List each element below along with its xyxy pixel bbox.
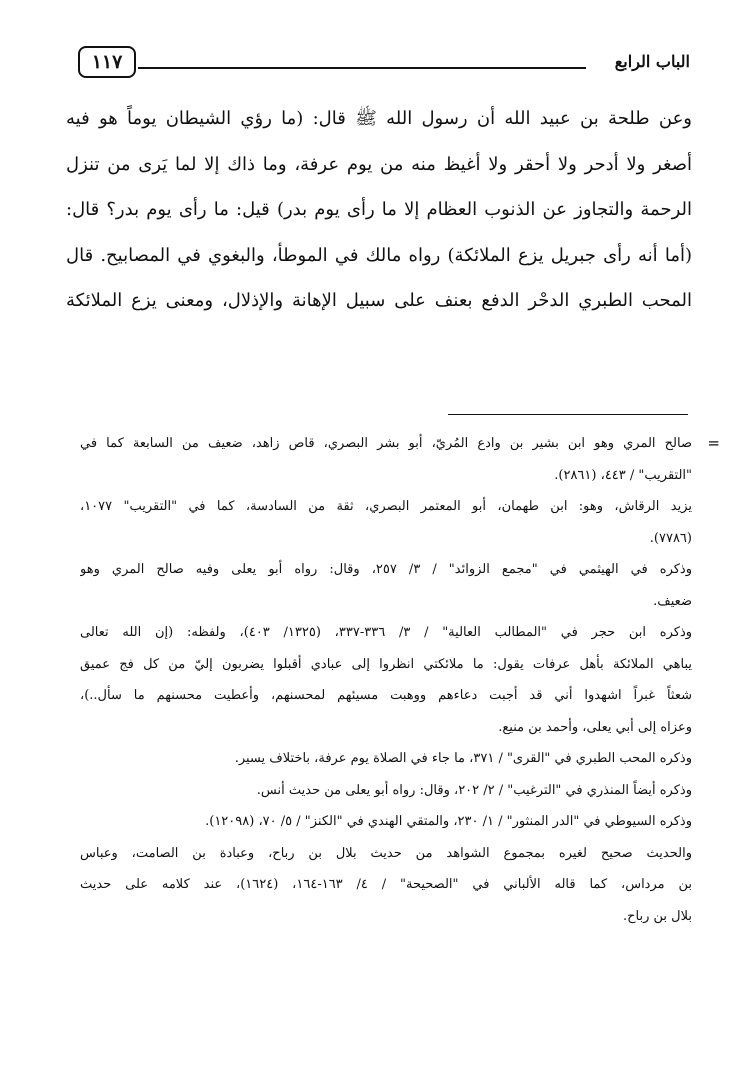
footnote-line: يباهي الملائكة بأهل عرفات يقول: ما ملائكتي انظروا إلى عبادي أقبلوا يضربون إليّ من كل فج عميق	[80, 656, 692, 672]
footnote-paragraph	[80, 491, 692, 554]
footnote-line: وذكره في الهيثمي في "مجمع الزوائد" / ٣/ ٢٥٧، وقال: رواه أبو يعلى وفيه صالح المري وهو	[80, 562, 692, 577]
footnote-continuation-mark: =	[707, 434, 720, 452]
footnote-line: والحديث صحيح لغيره بمجموع الشواهد من حديث بلال بن رباح، وعبادة بن الصامت، وعباس	[80, 845, 692, 861]
footnote-paragraph	[80, 617, 692, 743]
footnotes	[80, 428, 720, 932]
footnote-paragraph	[80, 838, 692, 933]
footnote-paragraph	[80, 554, 692, 617]
page-header	[78, 40, 690, 84]
footnote-line: ضعيف.	[653, 593, 692, 609]
footnote-line: وذكره أيضاً المنذري في "الترغيب" / ٢/ ٢٠٢، وقال: رواه أبو يعلى من حديث أنس.	[256, 782, 692, 798]
footnote-separator	[448, 414, 688, 415]
footnote-paragraph	[80, 428, 720, 491]
footnote-line: (٧٧٨٦).	[649, 530, 692, 546]
footnote-line: شعثاً غبراً اشهدوا أني قد أجبت دعاءهم ووهبت مسيئهم لمحسنهم، وأعطيت محسنهم ما سأل..)،	[80, 688, 692, 703]
footnote-paragraph	[80, 743, 692, 775]
footnote-line: بن مرداس، كما قاله الألباني في "الصحيحة" / ٤/ ١٦٣-١٦٤، (١٦٢٤)، عند كلامه على حديث	[80, 877, 692, 892]
footnote-line: وذكره السيوطي في "الدر المنثور" / ١/ ٢٣٠، والمتقي الهندي في "الكنز" / ٥/ ٧٠، (١٢٠٩٨).	[205, 814, 692, 829]
main-text-line: الرحمة والتجاوز عن الذنوب العظام إلا ما رأى يوم بدر) قيل: ما رأى يوم بدر؟ قال:	[66, 199, 692, 220]
main-text-line: أصغر ولا أدحر ولا أحقر ولا أغيظ منه من يوم عرفة، وما ذاك إلا لما يَرى من تنزل	[66, 153, 692, 175]
footnote-line: وذكره ابن حجر في "المطالب العالية" / ٣/ ٣٣٦-٣٣٧، (١٣٢٥/ ٤٠٣)، ولفظه: (إن الله تعالى	[80, 625, 692, 640]
chapter-title: الباب الرابع	[614, 52, 690, 71]
footnote-paragraph	[80, 775, 692, 807]
main-text-line: المحب الطبري الدحْر الدفع بعنف على سبيل الإهانة والإذلال، ومعنى يزع الملائكة	[66, 290, 692, 311]
footnote-paragraph	[80, 806, 692, 838]
page-number: ١١٧	[78, 46, 136, 78]
main-text-line: وعن طلحة بن عبيد الله أن رسول الله ﷺ قال: (ما رؤي الشيطان يوماً هو فيه	[66, 108, 692, 129]
footnote-line: بلال بن رباح.	[623, 908, 692, 924]
header-rule	[138, 67, 586, 69]
footnote-line: يزيد الرقاش، وهو: ابن طهمان، أبو المعتمر البصري، ثقة من السادسة، كما في "التقريب" ١٠٧٧،	[80, 499, 692, 514]
footnote-line: وذكره المحب الطبري في "القرى" / ٣٧١، ما جاء في الصلاة يوم عرفة، باختلاف يسير.	[234, 751, 692, 766]
main-text	[66, 96, 692, 324]
footnote-line: صالح المري وهو ابن بشير بن وادع المُريّ، أبو بشر البصري، قاص زاهد، ضعيف من السابعة كما في	[80, 436, 692, 451]
footnote-line: "التقريب" / ٤٤٣، (٢٨٦١).	[554, 467, 692, 483]
footnote-line: وعزاه إلى أبي يعلى، وأحمد بن منيع.	[498, 719, 692, 735]
main-text-line: (أما أنه رأى جبريل يزع الملائكة) رواه مالك في الموطأ، والبغوي في المصابيح. قال	[66, 244, 692, 266]
